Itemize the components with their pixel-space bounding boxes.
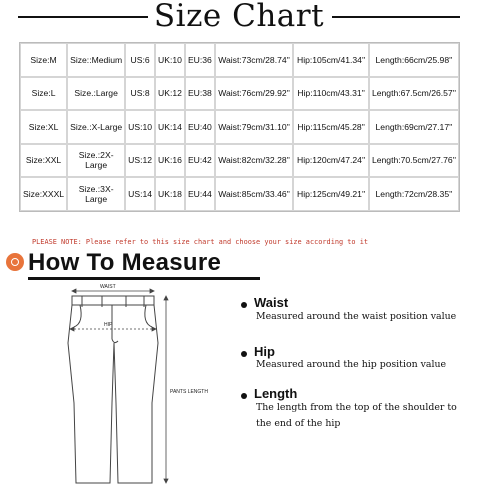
bullet-waist [241, 302, 247, 308]
size-cell: Hip:115cm/45.28'' [293, 110, 369, 144]
size-note: PLEASE NOTE: Please refer to this size chart and choose your size according to it [32, 238, 369, 246]
size-cell: Length:72cm/28.35'' [369, 177, 459, 211]
size-cell: Size:L [20, 77, 67, 111]
size-row [20, 43, 459, 77]
size-cell: EU:36 [185, 43, 215, 77]
size-cell: UK:14 [155, 110, 185, 144]
length-label: PANTS LENGTH [170, 389, 208, 395]
size-cell: Size.:Large [67, 77, 125, 111]
size-cell: Size:M [20, 43, 67, 77]
size-cell: Size.:X-Large [67, 110, 125, 144]
size-cell: Size.:2X- Large [67, 144, 125, 178]
bullet-hip [241, 351, 247, 357]
waist-heading: Waist [254, 295, 289, 310]
size-cell: UK:12 [155, 77, 185, 111]
size-cell: Size:XXL [20, 144, 67, 178]
pants-diagram [48, 283, 224, 488]
title-row [0, 0, 478, 34]
size-table [19, 42, 460, 212]
size-cell: EU:38 [185, 77, 215, 111]
size-cell: US:14 [125, 177, 155, 211]
size-cell: Length:69cm/27.17'' [369, 110, 459, 144]
size-cell: EU:40 [185, 110, 215, 144]
size-cell: Hip:105cm/41.34'' [293, 43, 369, 77]
size-cell: UK:10 [155, 43, 185, 77]
length-heading: Length [254, 386, 298, 401]
size-cell: EU:42 [185, 144, 215, 178]
waist-desc: Measured around the waist position value [256, 311, 457, 322]
size-cell: Hip:120cm/47.24'' [293, 144, 369, 178]
size-cell: Size::Medium [67, 43, 125, 77]
size-cell: Waist:76cm/29.92'' [215, 77, 293, 111]
size-cell: US:8 [125, 77, 155, 111]
size-row [20, 110, 459, 144]
size-cell: Length:70.5cm/27.76'' [369, 144, 459, 178]
target-icon [6, 253, 24, 271]
howto-title: How To Measure [28, 249, 222, 276]
hip-label: HIP [104, 322, 113, 328]
size-cell: UK:18 [155, 177, 185, 211]
size-cell: EU:44 [185, 177, 215, 211]
size-cell: Length:67.5cm/26.57'' [369, 77, 459, 111]
size-cell: Waist:85cm/33.46'' [215, 177, 293, 211]
size-cell: Waist:73cm/28.74'' [215, 43, 293, 77]
size-row [20, 144, 459, 178]
size-cell: Waist:82cm/32.28'' [215, 144, 293, 178]
size-cell: Size:XXXL [20, 177, 67, 211]
size-cell: Length:66cm/25.98'' [369, 43, 459, 77]
size-cell: Hip:110cm/43.31'' [293, 77, 369, 111]
size-cell: Size.:3X- Large [67, 177, 125, 211]
size-cell: US:6 [125, 43, 155, 77]
bullet-length [241, 393, 247, 399]
size-row [20, 77, 459, 111]
size-cell: Waist:79cm/31.10'' [215, 110, 293, 144]
size-cell: Hip:125cm/49.21'' [293, 177, 369, 211]
size-row [20, 177, 459, 211]
length-desc: The length from the top of the shoulder to the end of the hip [256, 402, 457, 429]
size-cell: Size:XL [20, 110, 67, 144]
page-title: Size Chart [0, 0, 478, 34]
size-cell: US:10 [125, 110, 155, 144]
size-cell: UK:16 [155, 144, 185, 178]
howto-underline [28, 277, 260, 280]
hip-heading: Hip [254, 344, 275, 359]
size-cell: US:12 [125, 144, 155, 178]
waist-label: WAIST [100, 284, 116, 290]
hip-desc: Measured around the hip position value [256, 359, 447, 370]
